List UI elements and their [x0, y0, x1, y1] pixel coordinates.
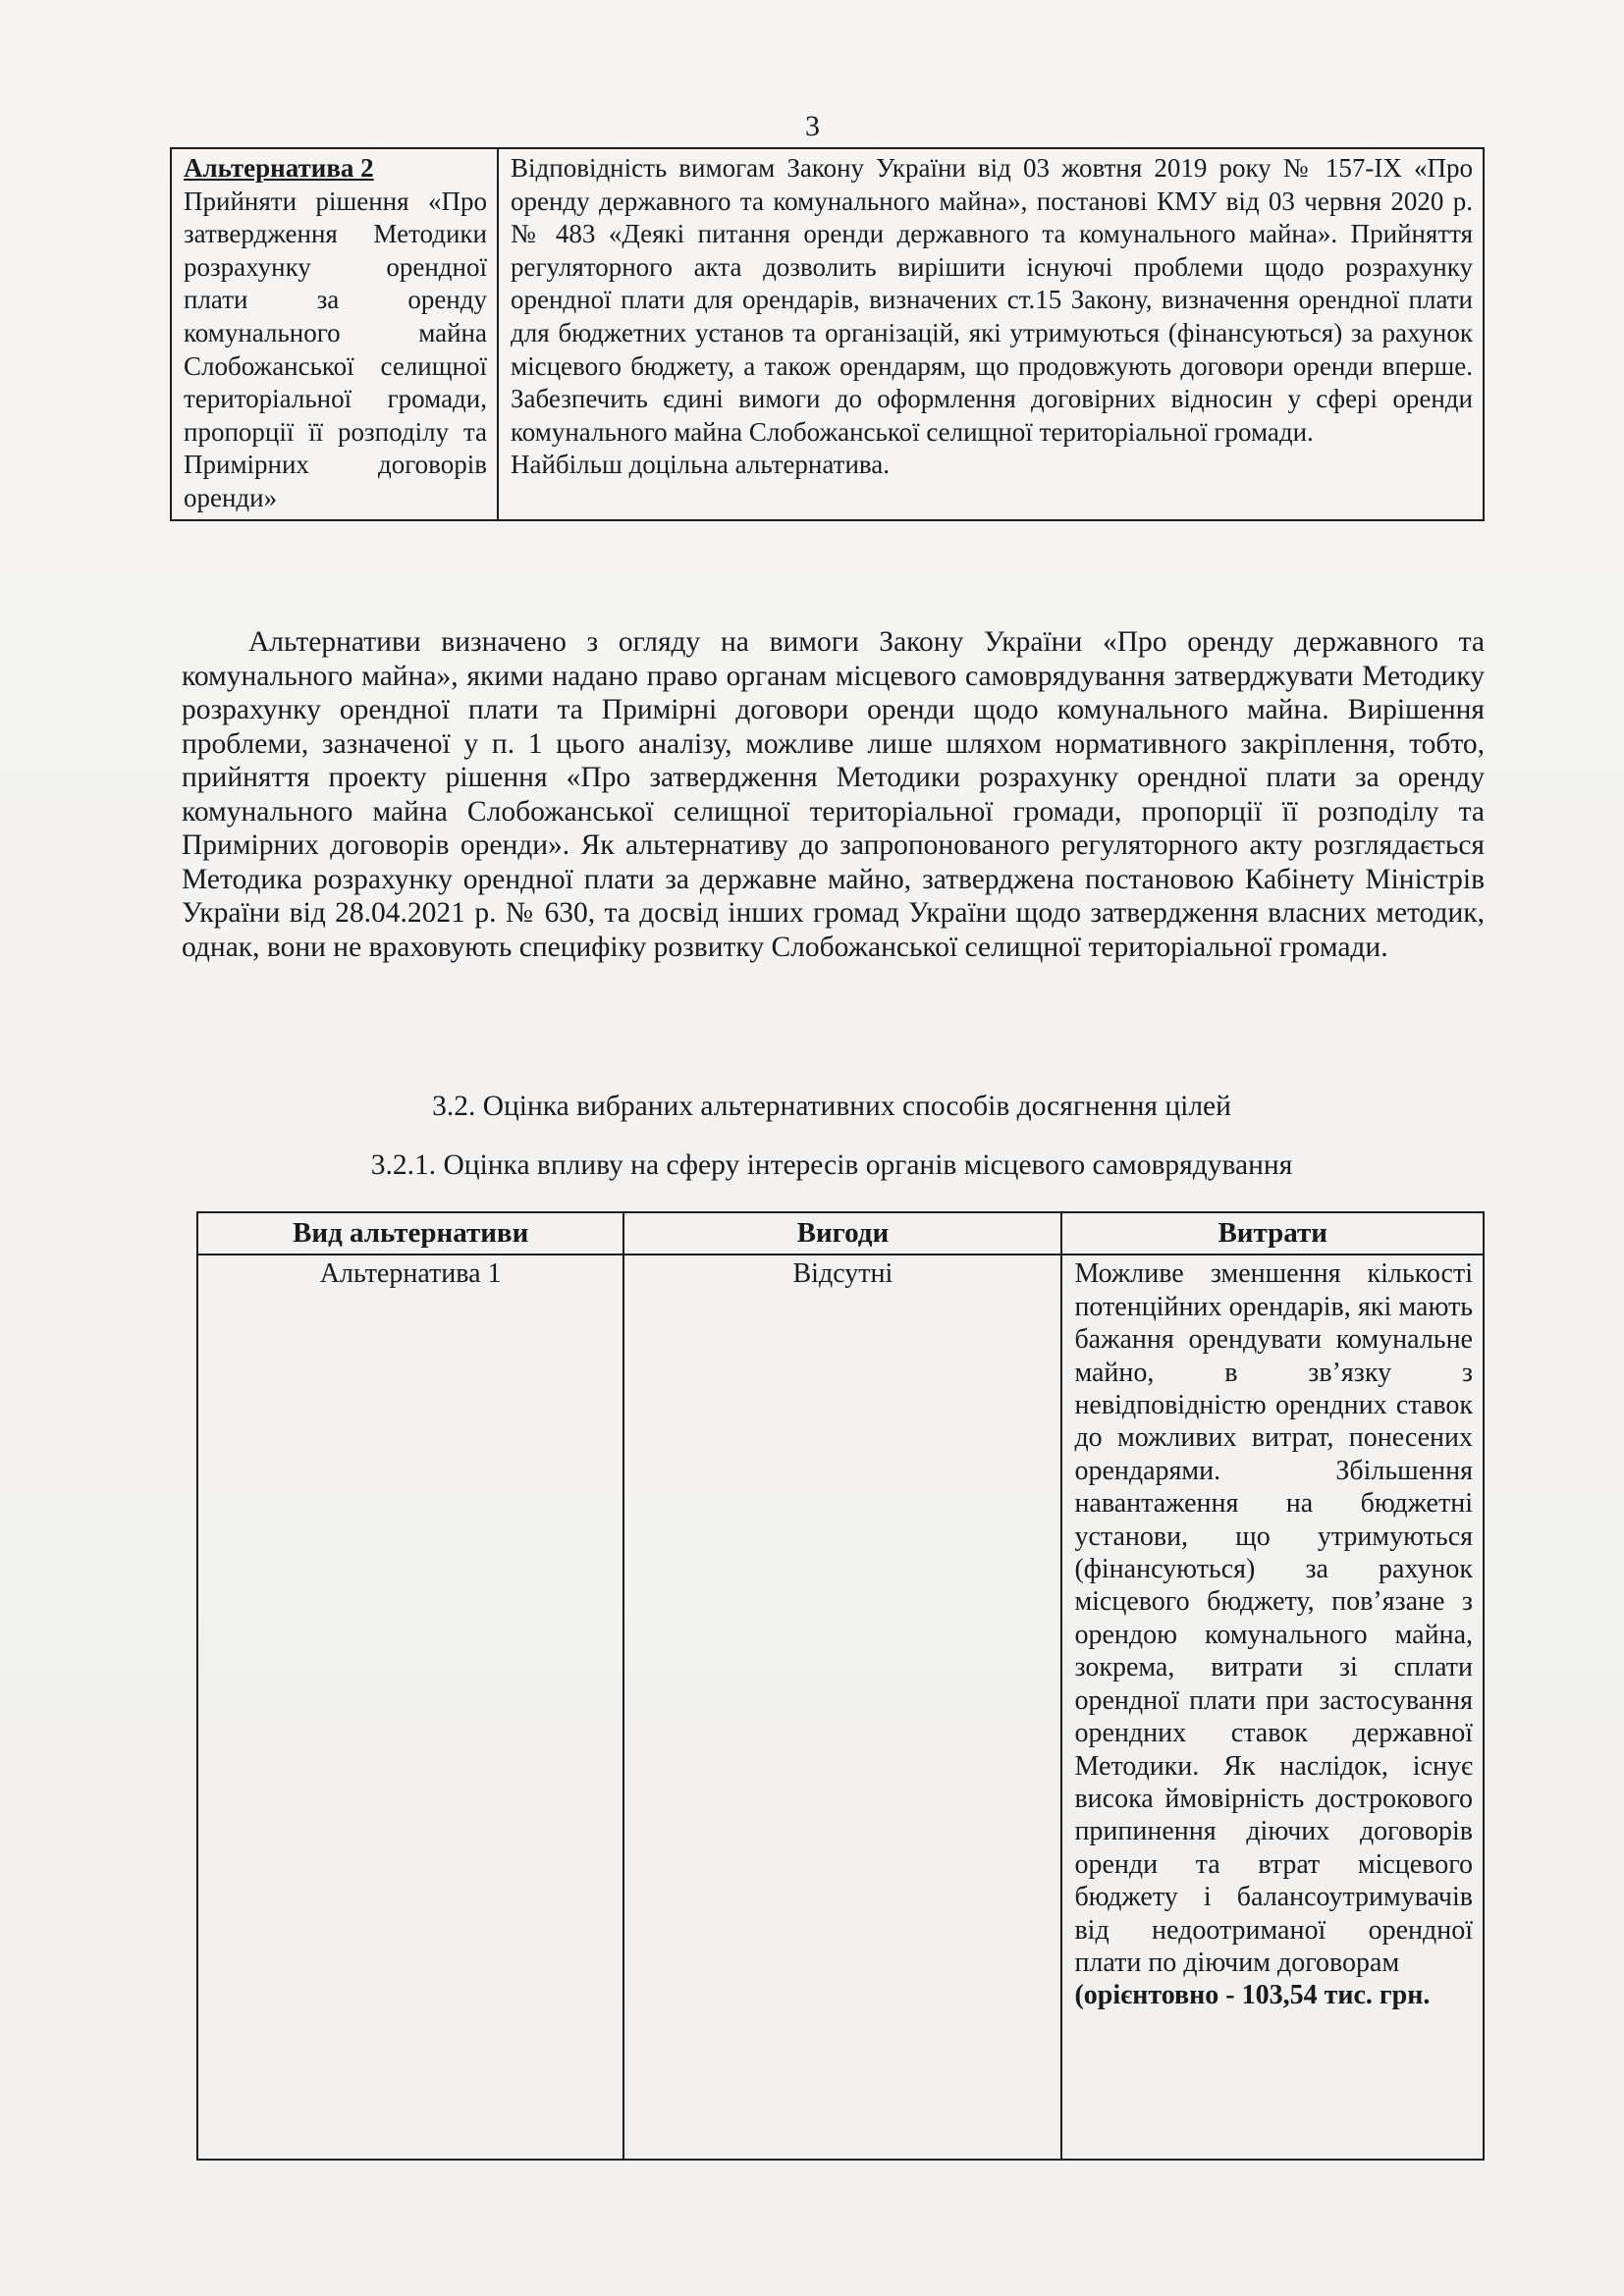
- assessment-cell: [498, 148, 1484, 520]
- alternative-type-cell: Альтернатива 1: [197, 1255, 623, 2160]
- costs-cell: [1061, 1255, 1484, 2160]
- column-header-benefits: Вигоди: [623, 1212, 1061, 1255]
- column-header-costs: Витрати: [1061, 1212, 1484, 1255]
- assessment-text: Відповідність вимогам Закону України від 03 жовтня 2019 року № 157-ІХ «Про оренду державного та комунального майна», постанові КМУ від 03 червня 2020 р. № 483 «Деякі питання оренди державного та комунального майна». Прийняття регуляторного акта дозволить вирішити існуючі проблеми щодо розрахунку орендної плати для орендарів, визначених ст.15 Закону, визначення орендної плати для бюджетних установ та організацій, які утримуються (фінансуються) за рахунок місцевого бюджету, а також орендарям, що продовжують договори оренди вперше. Забезпечить єдині вимоги до оформлення договірних відносин у сфері оренди комунального майна Слобожанської селищної територіальної громади.: [511, 153, 1473, 447]
- costs-text: Можливе зменшення кількості потенційних орендарів, які мають бажання орендувати комунальне майно, в зв’язку з невідповідністю орендних ставок до можливих витрат, понесених орендарями. Збільшення навантаження на бюджетні установи, що утримуються (фінансуються) за рахунок місцевого бюджету, пов’язане з орендою комунального майна, зокрема, витрати зі сплати орендної плати при застосування орендних ставок державної Методики. Як наслідок, існує висока ймовірність дострокового припинення діючих договорів оренди та втрат місцевого бюджету і балансоутримувачів від недоотриманої орендної плати по діючим договорам: [1074, 1258, 1473, 1978]
- costs-estimate: (орієнтовно - 103,54 тис. грн.: [1074, 1980, 1431, 2011]
- impact-table: [196, 1211, 1485, 2161]
- column-header-type: Вид альтернативи: [197, 1212, 623, 1255]
- table-row: [197, 1255, 1484, 2160]
- assessment-conclusion: Найбільш доцільна альтернатива.: [511, 450, 891, 480]
- alternative-label: Альтернатива 2: [184, 153, 374, 183]
- section-heading-3-2: 3.2. Оцінка вибраних альтернативних способів досягнення цілей: [432, 1091, 1231, 1122]
- alternative-text: Прийняти рішення «Про затвердження Методики розрахунку орендної плати за оренду комунального майна Слобожанської селищної територіальної громади, пропорції її розподілу та Примірних договорів оренди»: [184, 186, 487, 512]
- section-heading-3-2-1: 3.2.1. Оцінка впливу на сферу інтересів органів місцевого самоврядування: [370, 1149, 1293, 1181]
- alternative-table: [170, 147, 1485, 521]
- body-paragraph: Альтернативи визначено з огляду на вимоги Закону України «Про оренду державного та комунального майна», якими надано право органам місцевого самоврядування затверджувати Методику розрахунку орендної плати та Примірні договори оренди щодо комунального майна. Вирішення проблеми, зазначеної у п. 1 цього аналізу, можливе лише шляхом нормативного закріплення, тобто, прийняття проекту рішення «Про затвердження Методики розрахунку орендної плати за оренду комунального майна Слобожанської селищної територіальної громади, пропорції її розподілу та Примірних договорів оренди». Як альтернативу до запропонованого регуляторного акту розглядається Методика розрахунку орендної плати за державне майно, затверджена постановою Кабінету Міністрів України від 28.04.2021 р. № 630, та досвід інших громад України щодо затвердження власних методик, однак, вони не враховують специфіку розвитку Слобожанської селищної територіальної громади.: [182, 626, 1485, 963]
- table-row: [171, 148, 1484, 520]
- benefits-cell: Відсутні: [623, 1255, 1061, 2160]
- alternative-cell: [171, 148, 498, 520]
- table-header-row: [197, 1212, 1484, 1255]
- page-number: 3: [805, 110, 820, 142]
